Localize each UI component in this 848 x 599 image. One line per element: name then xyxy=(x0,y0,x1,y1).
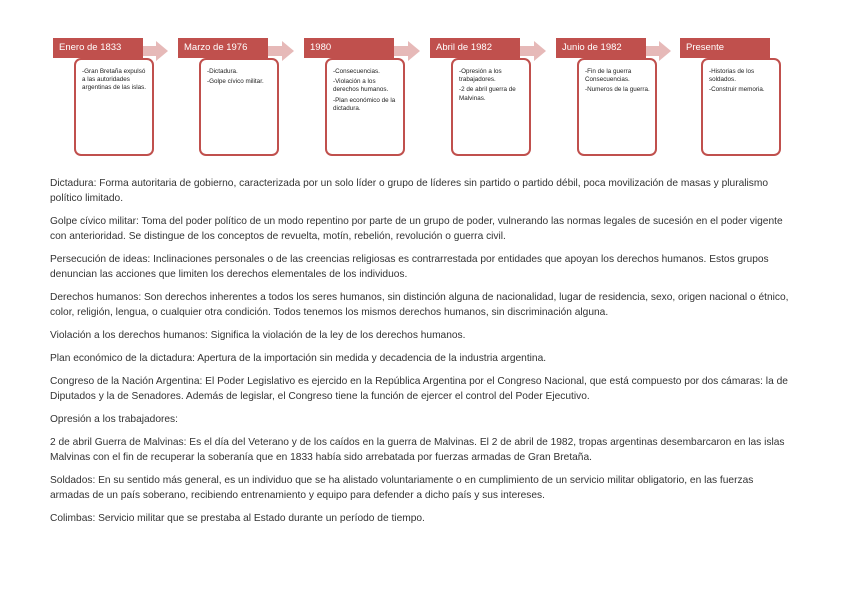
definitions xyxy=(50,176,790,534)
step-details xyxy=(74,58,154,156)
arrow-icon xyxy=(520,41,546,61)
step-point: -Opresión a los trabajadores. xyxy=(459,68,502,84)
step-point: -Gran Bretaña expulsó a las autoridades argentinas de las islas. xyxy=(82,68,147,92)
arrow-icon xyxy=(394,41,420,61)
step-point: -Violación a los derechos humanos. xyxy=(333,78,389,94)
step-details xyxy=(325,58,405,156)
step-point: -Construir memoria. xyxy=(709,86,765,94)
step-point: -Golpe cívico militar. xyxy=(207,78,264,86)
definition-plan-economico: Plan económico de la dictadura: Apertura de la importación sin medida y decadencia de la industria argentina. xyxy=(50,353,547,364)
step-date: Junio de 1982 xyxy=(556,38,646,58)
definition-violacion: Violación a los derechos humanos: Significa la violación de la ley de los derechos humanos. xyxy=(50,330,466,341)
definition-soldados: Soldados: En su sentido más general, es un individuo que se ha alistado voluntariamente o en cumplimiento de un servicio militar obligatorio, en las fuerzas armadas de un país soberano, recibiendo entrenamiento y equipo para defender a dicho país y sus intereses. xyxy=(50,475,754,501)
step-date: Abril de 1982 xyxy=(430,38,520,58)
arrow-icon xyxy=(268,41,294,61)
step-date: Presente xyxy=(680,38,770,58)
timeline xyxy=(0,0,848,170)
definition-derechos-humanos: Derechos humanos: Son derechos inherentes a todos los seres humanos, sin distinción alguna de nacionalidad, lugar de residencia, sexo, origen nacional o étnico, color, religión, lengua, o cualquier otra condición. Todos tenemos los mismos derechos humanos, sin discriminación alguna. xyxy=(50,292,789,318)
definition-dictadura: Dictadura: Forma autoritaria de gobierno, caracterizada por un solo líder o grupo de líderes sin partido o partido débil, poca movilización de masas y pluralismo político limitado. xyxy=(50,178,769,204)
definition-malvinas: 2 de abril Guerra de Malvinas: Es el día del Veterano y de los caídos en la guerra de Malvinas. El 2 de abril de 1982, tropas argentinas desembarcaron en las islas Malvinas con el fin de recuperar la soberanía que en 1833 había sido arrebatada por fuerzas armadas de Gran Bretaña. xyxy=(50,437,785,463)
step-point: -Historias de los soldados. xyxy=(709,68,755,84)
definition-colimbas: Colimbas: Servicio militar que se prestaba al Estado durante un período de tiempo. xyxy=(50,513,425,524)
step-point: -Consecuencias. xyxy=(333,68,380,75)
definition-persecucion: Persecución de ideas: Inclinaciones personales o de las creencias religiosas es contrarrestada por entidades que apoyan los derechos humanos. Estos grupos denuncian las acciones que limiten los derechos elementales de los individuos. xyxy=(50,254,769,280)
step-point: -Fin de la guerra Consecuencias. xyxy=(585,68,632,84)
step-point: -Numeros de la guerra. xyxy=(585,86,650,94)
arrow-icon xyxy=(142,41,168,61)
step-date: Marzo de 1976 xyxy=(178,38,268,58)
step-details xyxy=(199,58,279,156)
definition-golpe: Golpe cívico militar: Toma del poder político de un modo repentino por parte de un grupo de poder, vulnerando las normas legales de sucesión en el poder vigente con anterioridad. Se distingue de los conceptos de revuelta, motín, rebelión, revolución o guerra civil. xyxy=(50,216,783,242)
step-details xyxy=(701,58,781,156)
arrow-icon xyxy=(645,41,671,61)
definition-congreso: Congreso de la Nación Argentina: El Poder Legislativo es ejercido en la República Argentina por el Congreso Nacional, que está compuesto por dos cámaras: la de Diputados y la de Senadores. Además de legislar, el Congreso tiene la función de ejercer el control del Poder Ejecutivo. xyxy=(50,376,788,402)
step-point: -Dictadura. xyxy=(207,68,238,75)
step-date: Enero de 1833 xyxy=(53,38,143,58)
step-details xyxy=(451,58,531,156)
step-details xyxy=(577,58,657,156)
step-point: -2 de abril guerra de Malvinas. xyxy=(459,86,516,102)
step-point: -Plan económico de la dictadura. xyxy=(333,96,396,112)
definition-opresion: Opresión a los trabajadores: xyxy=(50,414,178,425)
step-date: 1980 xyxy=(304,38,394,58)
